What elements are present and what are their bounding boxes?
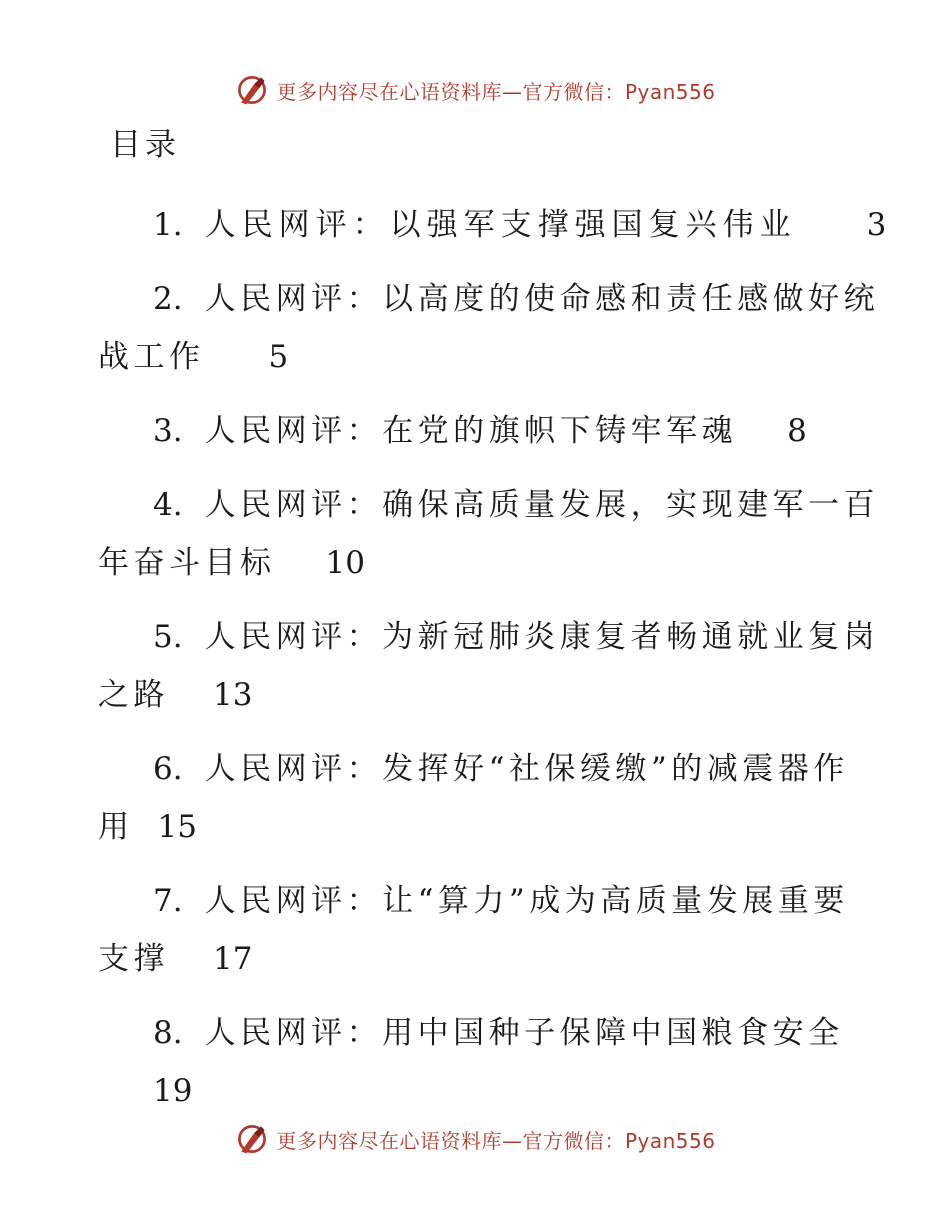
toc-item-title: 人民网评：确保高质量发展，实现建军一百 xyxy=(204,487,880,523)
toc-item-title: 人民网评：以强军支撑强国复兴伟业 xyxy=(204,207,797,243)
toc-item-number: 5. xyxy=(153,619,183,655)
toc-item-page: 13 xyxy=(213,677,253,713)
toc-item-page: 5 xyxy=(268,339,289,375)
toc-item-8[interactable] xyxy=(98,1004,858,1120)
header-watermark xyxy=(0,70,950,110)
toc-item-page: 8 xyxy=(787,413,807,449)
toc-item-2[interactable] xyxy=(98,270,880,386)
toc-item-number: 6. xyxy=(153,751,183,787)
toc-item-number: 2. xyxy=(153,281,183,317)
toc-item-number: 8. xyxy=(153,1015,183,1051)
toc-item-title: 人民网评：用中国种子保障中国粮食安全 xyxy=(204,1015,844,1051)
footer-banner-text: 更多内容尽在心语资料库—官方微信：Pyan556 xyxy=(276,1128,716,1153)
toc-item-number: 4. xyxy=(153,487,183,523)
toc-item-page: 15 xyxy=(157,809,197,845)
toc-item-number: 3. xyxy=(153,413,183,449)
toc-item-number: 1. xyxy=(153,207,183,243)
toc-item-page: 10 xyxy=(325,545,365,581)
toc-item-3[interactable] xyxy=(98,402,858,460)
toc-item-title-continued: 战工作 xyxy=(98,339,205,375)
toc-item-title-continued: 年奋斗目标 xyxy=(98,545,276,581)
footer-watermark xyxy=(0,1119,950,1159)
toc-item-6[interactable] xyxy=(98,740,858,856)
toc-item-7[interactable] xyxy=(98,872,858,988)
toc-item-title: 人民网评：为新冠肺炎康复者畅通就业复岗 xyxy=(204,619,880,655)
toc-item-4[interactable] xyxy=(98,476,880,592)
toc-item-title: 人民网评：以高度的使命感和责任感做好统 xyxy=(204,281,880,317)
toc-item-title-continued: 之路 xyxy=(98,677,169,713)
table-of-contents xyxy=(98,196,887,1136)
pen-nib-logo-icon xyxy=(234,1121,270,1157)
toc-item-page: 3 xyxy=(866,207,887,243)
toc-item-title: 人民网评：让“算力”成为高质量发展重要 xyxy=(204,883,849,919)
toc-item-page: 17 xyxy=(213,941,253,977)
toc-item-number: 7. xyxy=(153,883,183,919)
toc-item-5[interactable] xyxy=(98,608,880,724)
pen-nib-logo-icon xyxy=(234,72,270,108)
toc-item-page: 19 xyxy=(153,1073,193,1109)
toc-item-title-continued: 支撑 xyxy=(98,941,169,977)
page-title: 目录 xyxy=(110,127,180,163)
header-banner-text: 更多内容尽在心语资料库—官方微信：Pyan556 xyxy=(276,79,716,104)
toc-item-title: 人民网评：发挥好“社保缓缴”的减震器作 xyxy=(204,751,849,787)
toc-item-1[interactable] xyxy=(98,196,887,254)
toc-item-title-continued: 用 xyxy=(98,809,134,845)
toc-item-title: 人民网评：在党的旗帜下铸牢军魂 xyxy=(204,413,738,449)
